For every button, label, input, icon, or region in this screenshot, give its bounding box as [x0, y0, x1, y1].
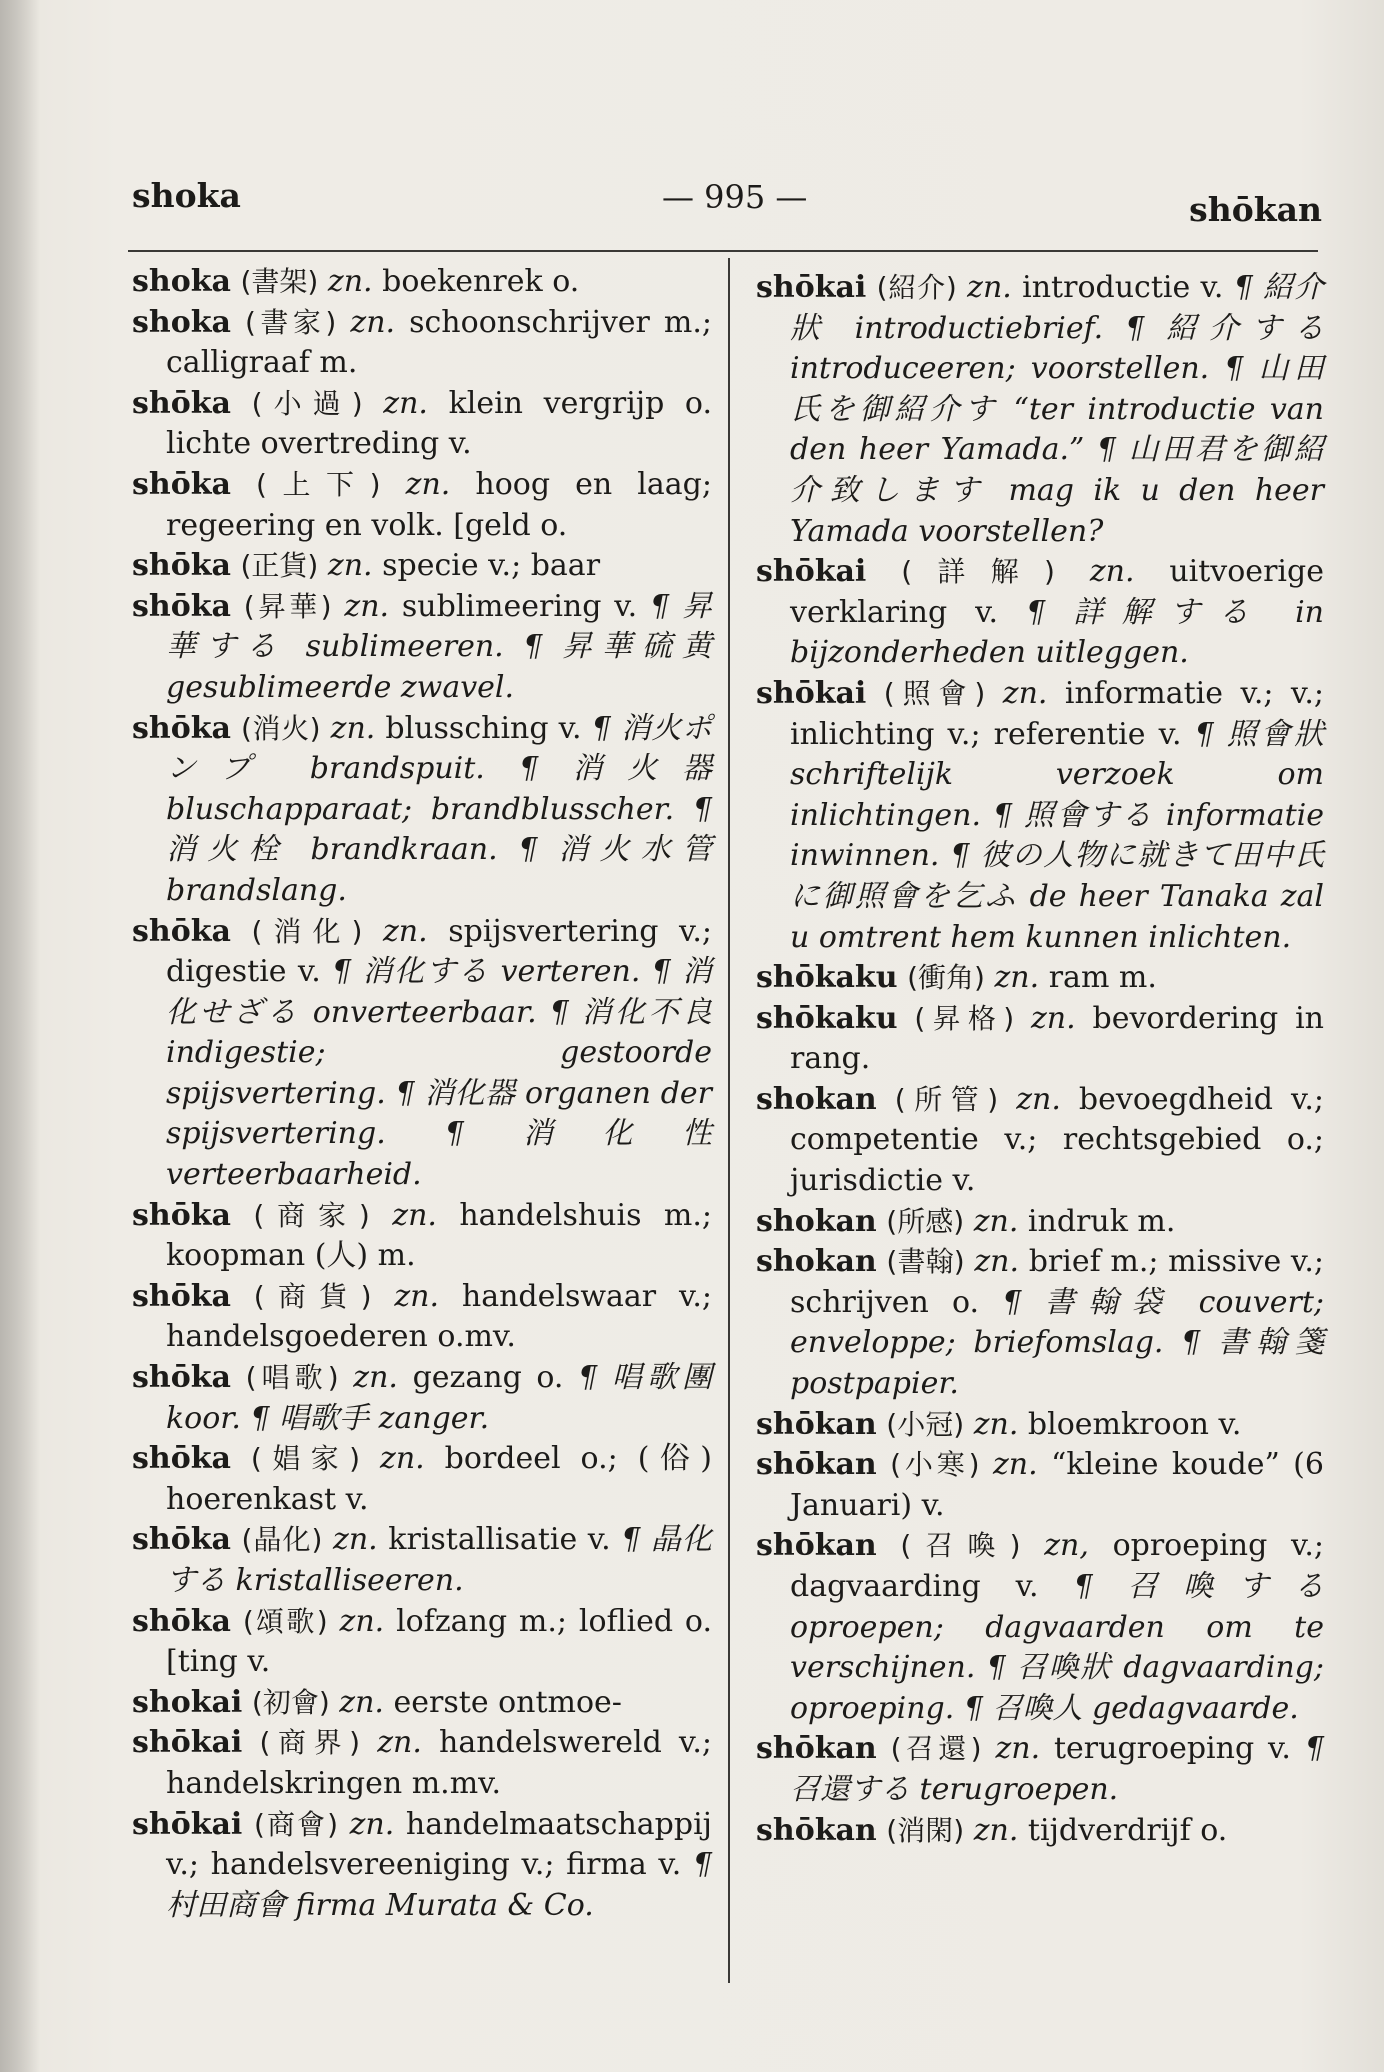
headword: shōkai — [132, 1725, 243, 1761]
examples: ¶ 唱歌團 koor. ¶ 唱歌手 zanger. — [166, 1360, 712, 1436]
part-of-speech: zn. — [405, 466, 451, 502]
dictionary-entry — [756, 1405, 1324, 1446]
headword: shokai — [132, 1684, 243, 1720]
part-of-speech: zn. — [974, 1244, 1020, 1280]
part-of-speech: zn. — [992, 1447, 1038, 1483]
headword: shōka — [132, 913, 231, 949]
dictionary-entry — [132, 303, 712, 384]
headword: shōka — [132, 548, 231, 584]
dictionary-entry — [756, 1526, 1324, 1729]
kanji-form: (商會) — [253, 1807, 339, 1841]
examples: ¶ 消火ポンプ brandspuit. ¶ 消火器 bluschapparaat; brandblusscher. ¶ 消火栓 brandkraan. ¶ 消火水管 brandslang. — [166, 710, 712, 908]
definition: handelshuis m.; koopman (人) m. — [166, 1197, 712, 1274]
kanji-form: (商家) — [253, 1198, 370, 1232]
dictionary-entry — [132, 1277, 712, 1358]
part-of-speech: zn. — [973, 1203, 1019, 1239]
part-of-speech: zn. — [382, 913, 428, 949]
dictionary-entry — [132, 465, 712, 546]
kanji-form: (照會) — [883, 676, 986, 710]
kanji-form: (唱歌) — [245, 1361, 339, 1395]
examples: ¶ 紹介狀 introductiebrief. ¶ 紹介する introduceeren; voorstellen. ¶ 山田氏を御紹介す “ter introductie van den heer Yamada.” ¶ 山田君を御紹介致します mag ik u den heer Yamada voorstellen? — [790, 270, 1324, 549]
kanji-form: (衝角) — [907, 961, 985, 995]
kanji-form: (詳解) — [901, 555, 1055, 589]
dictionary-entry — [756, 1729, 1324, 1810]
definition: informatie v.; v.; inlichting v.; referentie v. — [790, 675, 1324, 752]
definition: handelswereld v.; handelskringen m.mv. — [166, 1725, 712, 1801]
dictionary-entry — [132, 1683, 712, 1724]
dictionary-entry — [756, 1811, 1324, 1852]
headword: shōka — [132, 1278, 231, 1314]
headword: shōka — [132, 1522, 231, 1558]
part-of-speech: zn, — [1044, 1528, 1089, 1564]
kanji-form: (召還) — [890, 1732, 982, 1766]
dictionary-entry — [756, 999, 1324, 1080]
part-of-speech: zn. — [333, 1522, 378, 1558]
examples: ¶ 村田商會 firma Murata & Co. — [166, 1847, 712, 1923]
kanji-form: (書家) — [244, 305, 337, 339]
definition: blussching v. — [385, 710, 582, 746]
definition: handelswaar v.; handelsgoederen o.mv. — [166, 1278, 713, 1355]
dictionary-entry — [132, 587, 712, 709]
kanji-form: (召喚) — [900, 1529, 1021, 1563]
dictionary-entry — [756, 958, 1324, 999]
headword: shōka — [132, 1360, 231, 1396]
headword: shōkai — [132, 1806, 243, 1842]
part-of-speech: zn. — [995, 1731, 1041, 1767]
left-column — [132, 262, 712, 1926]
part-of-speech: zn. — [380, 1441, 425, 1477]
headword: shōka — [132, 385, 231, 421]
dictionary-entry — [756, 268, 1324, 552]
part-of-speech: zn. — [377, 1725, 422, 1761]
part-of-speech: zn. — [994, 960, 1040, 996]
definition: schoonschrijver m.; calligraaf m. — [166, 304, 712, 381]
headword: shōka — [132, 588, 231, 624]
examples: ¶ 昇華する sublimeeren. ¶ 昇華硫黄 gesublimeerde zwavel. — [166, 588, 712, 705]
headword: shōkan — [756, 1731, 877, 1767]
dictionary-entry — [756, 1202, 1324, 1243]
definition: “kleine koude” (6 Januari) v. — [790, 1447, 1324, 1523]
part-of-speech: zn. — [1002, 675, 1048, 711]
definition: boekenrek o. — [382, 264, 580, 299]
kanji-form: (消閑) — [886, 1813, 965, 1847]
examples: ¶ 書翰袋 couvert; enveloppe; briefomslag. ¶ 書翰箋 postpapier. — [790, 1284, 1324, 1402]
headword: shōkaku — [756, 960, 898, 996]
kanji-form: (昇格) — [914, 1001, 1015, 1035]
part-of-speech: zn. — [344, 588, 390, 624]
definition: bevoegdheid v.; competentie v.; rechtsgebied o.; jurisdictie v. — [790, 1081, 1324, 1199]
headword: shōkai — [756, 675, 867, 711]
part-of-speech: zn. — [349, 1806, 395, 1842]
dictionary-entry — [756, 1080, 1324, 1202]
part-of-speech: zn. — [339, 1684, 384, 1720]
headword: shōka — [132, 710, 231, 746]
headword: shōkai — [756, 554, 867, 590]
dictionary-entry — [132, 384, 712, 465]
dictionary-entry — [756, 1445, 1324, 1526]
guide-word-left: shoka — [132, 176, 241, 215]
kanji-form: (書架) — [240, 265, 319, 298]
examples: ¶ 召還する terugroepen. — [790, 1731, 1324, 1807]
kanji-form: (頌歌) — [242, 1604, 328, 1638]
kanji-form: (商貨) — [253, 1279, 372, 1313]
kanji-form: (初會) — [251, 1685, 330, 1719]
page-number: — 995 — — [662, 178, 808, 216]
examples: ¶ 詳解する in bijzonderheden uitleggen. — [790, 594, 1324, 671]
kanji-form: (小冠) — [886, 1407, 965, 1441]
part-of-speech: zn. — [327, 264, 373, 299]
definition: eerste ontmoe- — [393, 1684, 622, 1720]
dictionary-entry — [132, 1723, 712, 1804]
part-of-speech: zn. — [973, 1812, 1019, 1848]
headword: shōka — [132, 1603, 231, 1639]
definition: bloemkroon v. — [1027, 1406, 1242, 1442]
headword: shokan — [756, 1203, 877, 1239]
headword: shōkan — [756, 1812, 877, 1848]
part-of-speech: zn. — [967, 270, 1012, 305]
definition: kristallisatie v. — [388, 1522, 611, 1558]
dictionary-entry — [132, 546, 712, 587]
examples: ¶ 照會狀 schriftelijk verzoek om inlichtingen. ¶ 照會する informatie inwinnen. ¶ 彼の人物に就きて田中氏に御照會を乞ふ de heer Tanaka zal u omtrent hem kunnen inlichten. — [790, 716, 1324, 955]
part-of-speech: zn. — [392, 1197, 437, 1233]
definition: brief m.; missive v.; schrijven o. — [790, 1244, 1324, 1320]
part-of-speech: zn. — [330, 710, 376, 746]
headword: shōka — [132, 1441, 231, 1477]
kanji-form: (所管) — [894, 1082, 999, 1116]
dictionary-entry — [132, 1602, 712, 1683]
part-of-speech: zn. — [350, 304, 396, 340]
part-of-speech: zn. — [394, 1278, 440, 1314]
headword: shōka — [132, 466, 231, 502]
right-column — [756, 268, 1324, 1851]
headword: shōkan — [756, 1528, 877, 1564]
part-of-speech: zn. — [973, 1406, 1019, 1442]
definition: bevordering in rang. — [790, 1000, 1324, 1077]
column-divider — [728, 258, 730, 1983]
part-of-speech: zn. — [1030, 1000, 1076, 1036]
part-of-speech: zn. — [383, 385, 428, 421]
definition: gezang o. — [412, 1360, 564, 1396]
kanji-form: (正貨) — [240, 549, 319, 583]
definition: specie v.; baar — [382, 548, 601, 584]
binding-shadow — [0, 0, 40, 2072]
headword: shokan — [756, 1244, 877, 1280]
examples: ¶ 消化する verteren. ¶ 消化せざる onverteerbaar. ¶ 消化不良 indigestie; gestoorde spijsvertering. ¶ 消化器 organen der spijsvertering. ¶ 消化性 verteerbaarheid. — [166, 954, 712, 1193]
definition: introductie v. — [1022, 270, 1224, 305]
kanji-form: (娼家) — [250, 1442, 361, 1476]
guide-word-right: shōkan — [1189, 190, 1322, 229]
kanji-form: (小寒) — [890, 1448, 980, 1482]
dictionary-entry — [132, 1439, 712, 1520]
part-of-speech: zn. — [353, 1360, 398, 1396]
kanji-form: (所感) — [886, 1204, 965, 1238]
dictionary-entry — [132, 912, 712, 1196]
dictionary-entry — [132, 262, 712, 303]
dictionary-entry — [132, 1358, 712, 1439]
definition: lofzang m.; loflied o. [ting v. — [166, 1603, 713, 1680]
definition: spijsvertering v.; digestie v. — [166, 913, 712, 990]
examples: ¶ 召喚する oproepen; dagvaarden om te verschijnen. ¶ 召喚狀 dagvaarding; oproeping. ¶ 召喚人 gedagvaarde. — [790, 1569, 1324, 1726]
definition: hoog en laag; regeering en volk. [geld o. — [166, 466, 712, 543]
part-of-speech: zn. — [1016, 1081, 1061, 1117]
headword: shōkai — [756, 270, 867, 305]
headword: shōkan — [756, 1406, 877, 1442]
definition: klein vergrijp o. lichte overtreding v. — [166, 385, 712, 462]
dictionary-entry — [132, 1196, 712, 1277]
definition: oproeping v.; dagvaarding v. — [790, 1528, 1324, 1604]
page-header — [132, 172, 1322, 229]
part-of-speech: zn. — [327, 548, 373, 584]
definition: tijdverdrijf o. — [1027, 1812, 1228, 1848]
dictionary-entry — [756, 552, 1324, 674]
definition: ram m. — [1048, 960, 1157, 996]
headword: shōkan — [756, 1447, 877, 1483]
part-of-speech: zn. — [339, 1603, 385, 1639]
definition: terugroeping v. — [1054, 1731, 1291, 1767]
kanji-form: (小過) — [251, 386, 363, 420]
dictionary-entry — [756, 1242, 1324, 1404]
headword: shokan — [756, 1081, 877, 1117]
kanji-form: (上下) — [256, 467, 381, 501]
kanji-form: (紹介) — [876, 271, 957, 304]
part-of-speech: zn. — [1089, 554, 1135, 590]
kanji-form: (昇華) — [243, 589, 332, 623]
kanji-form: (商界) — [259, 1726, 361, 1760]
definition: sublimeering v. — [401, 588, 638, 624]
definition: bordeel o.; (俗) hoerenkast v. — [166, 1441, 712, 1517]
dictionary-entry — [132, 709, 712, 912]
dictionary-entry — [132, 1805, 712, 1927]
kanji-form: (晶化) — [241, 1523, 323, 1557]
examples: ¶ 晶化する kristalliseeren. — [166, 1522, 712, 1598]
definition: indruk m. — [1027, 1203, 1176, 1239]
definition: handelmaatschappij v.; handelsvereeniging v.; firma v. — [166, 1806, 712, 1883]
headword: shōkaku — [756, 1000, 898, 1036]
headword: shoka — [132, 304, 231, 340]
kanji-form: (消化) — [251, 914, 363, 948]
headword: shoka — [132, 264, 231, 299]
definition: uitvoerige verklaring v. — [790, 554, 1324, 630]
kanji-form: (書翰) — [886, 1245, 965, 1279]
dictionary-entry — [132, 1520, 712, 1601]
kanji-form: (消火) — [241, 711, 321, 745]
headword: shōka — [132, 1197, 231, 1233]
header-rule — [128, 250, 1318, 252]
dictionary-entry — [756, 674, 1324, 958]
